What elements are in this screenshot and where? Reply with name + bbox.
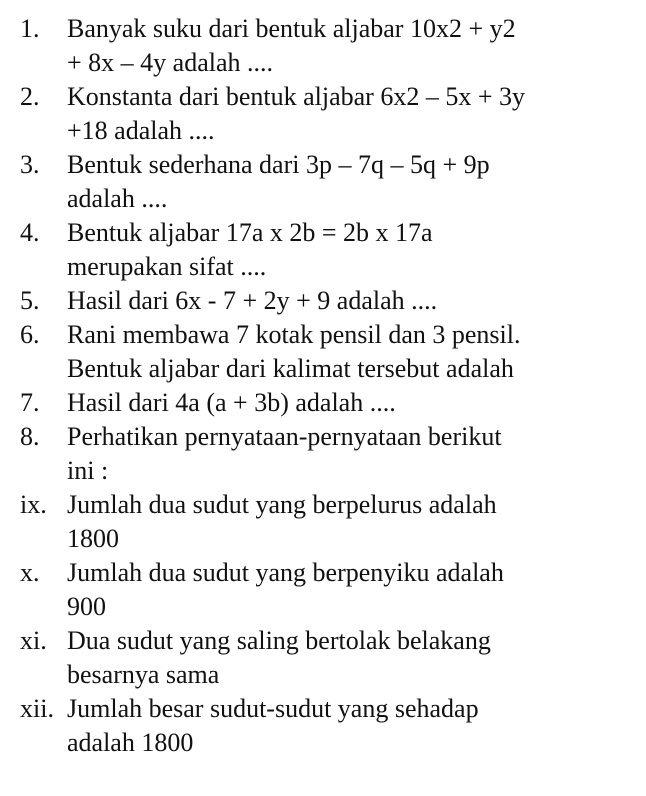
- statement-line: Jumlah dua sudut yang berpelurus adalah: [67, 490, 497, 519]
- question-line: merupakan sifat ....: [67, 252, 267, 281]
- question-line: + 8x – 4y adalah ....: [67, 48, 274, 77]
- question-line: Bentuk aljabar 17a x 2b = 2b x 17a: [67, 218, 433, 247]
- statement-line: Dua sudut yang saling bertolak belakang: [67, 626, 491, 655]
- statement-line: adalah 1800: [67, 728, 194, 757]
- question-text: [67, 284, 626, 318]
- statement-line: Jumlah besar sudut-sudut yang sehadap: [67, 694, 479, 723]
- statement-number: xii.: [20, 694, 54, 723]
- question-number: 2.: [20, 82, 40, 111]
- statement-text: [67, 556, 626, 624]
- question-item-3: [20, 148, 626, 216]
- question-number: 8.: [20, 422, 40, 451]
- statement-item-xii: [20, 692, 626, 760]
- question-line: ini :: [67, 456, 109, 485]
- statement-number: xi.: [20, 626, 47, 655]
- question-line: Hasil dari 4a (a + 3b) adalah ....: [67, 388, 396, 417]
- question-number: 5.: [20, 286, 40, 315]
- question-text: [67, 80, 626, 148]
- question-text: [67, 386, 626, 420]
- question-line: Perhatikan pernyataan-pernyataan berikut: [67, 422, 502, 451]
- question-number: 7.: [20, 388, 40, 417]
- question-number: 6.: [20, 320, 40, 349]
- question-item-7: [20, 386, 626, 420]
- statement-number: ix.: [20, 490, 47, 519]
- question-number: 4.: [20, 218, 40, 247]
- question-line: Rani membawa 7 kotak pensil dan 3 pensil.: [67, 320, 521, 349]
- question-item-6: [20, 318, 626, 386]
- question-text: [67, 12, 626, 80]
- question-item-1: [20, 12, 626, 80]
- statement-text: [67, 624, 626, 692]
- question-item-2: [20, 80, 626, 148]
- statement-line: besarnya sama: [67, 660, 220, 689]
- statement-text: [67, 488, 626, 556]
- question-list: [20, 12, 626, 760]
- question-item-5: [20, 284, 626, 318]
- question-line: +18 adalah ....: [67, 116, 215, 145]
- question-text: [67, 420, 626, 488]
- question-text: [67, 216, 626, 284]
- question-line: Konstanta dari bentuk aljabar 6x2 – 5x + 3y: [67, 82, 525, 111]
- question-text: [67, 148, 626, 216]
- statement-item-ix: [20, 488, 626, 556]
- statement-item-xi: [20, 624, 626, 692]
- question-line: Banyak suku dari bentuk aljabar 10x2 + y2: [67, 14, 516, 43]
- question-line: Bentuk sederhana dari 3p – 7q – 5q + 9p: [67, 150, 490, 179]
- question-line: adalah ....: [67, 184, 168, 213]
- statement-item-x: [20, 556, 626, 624]
- statement-text: [67, 692, 626, 760]
- statement-line: Jumlah dua sudut yang berpenyiku adalah: [67, 558, 504, 587]
- question-line: Bentuk aljabar dari kalimat tersebut adalah: [67, 354, 514, 383]
- statement-line: 900: [67, 592, 106, 621]
- question-text: [67, 318, 626, 386]
- statement-number: x.: [20, 558, 40, 587]
- question-item-8: [20, 420, 626, 488]
- statement-line: 1800: [67, 524, 119, 553]
- question-line: Hasil dari 6x - 7 + 2y + 9 adalah ....: [67, 286, 438, 315]
- question-number: 3.: [20, 150, 40, 179]
- question-item-4: [20, 216, 626, 284]
- question-number: 1.: [20, 14, 40, 43]
